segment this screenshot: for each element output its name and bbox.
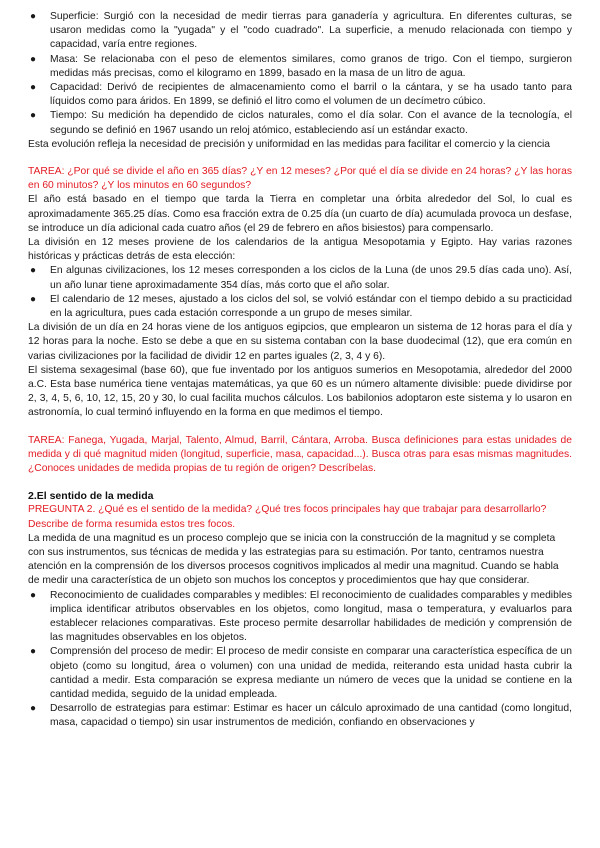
bullet-icon: ● [30,82,37,94]
list-item: ● Capacidad: Derivó de recipientes de almacenamiento como el barril o la cántara, y se ha usado tanto para líquidos como para áridos. En 1899, se definió el litro como el volumen de un decímetro cúbico. [30,82,572,108]
bullet-icon: ● [30,646,37,658]
bullet-icon: ● [30,265,37,277]
list-item: ● Superficie: Surgió con la necesidad de medir tierras para ganadería y agricultura. En diferentes culturas, se usaron medidas como la "yugada" y el "codo cuadrado". La superficie, a menudo relacionada con tiempo y capacidad, varía entre regiones. [30,11,572,51]
bullet-icon: ● [30,110,37,122]
document-page [28,10,572,731]
section-heading: 2.El sentido de la medida [28,490,154,503]
list-item: ● Tiempo: Su medición ha dependido de ciclos naturales, como el día solar. Con el avance de la tecnología, el segundo se definió en 1967 usando un reloj atómico, estableciendo así un estándar exacto. [30,110,572,136]
evolution-paragraph: Esta evolución refleja la necesidad de precisión y uniformidad en las medidas para facilitar el comercio y la ciencia [28,138,550,150]
sexagesimal-paragraph: El sistema sexagesimal (base 60), que fue inventado por los antiguos sumerios en Mesopotamia, alrededor del 2000 a.C. Esta base numérica tiene ventajas matemáticas, ya que 60 es un número altamente divisible: puede dividirse por 2, 3, 4, 5, 6, 10, 12, 15, 20 y 30, lo cual facilita muchos cálculos. Los babilonios adoptaron este sistema y lo usaron en astronomía, lo cual terminó influyendo en la forma en que medimos el tiempo. [28,364,572,419]
list-item: ● Masa: Se relacionaba con el peso de elementos similares, como granos de trigo. Con el tiempo, surgieron medidas más precisas, como el kilogramo en 1899, basado en la masa de un litro de agua. [30,53,572,79]
pregunta-2: PREGUNTA 2. ¿Qué es el sentido de la medida? ¿Qué tres focos principales hay que trabajar para desarrollarlo? Describe de forma resumida estos tres focos. [28,504,547,530]
medida-paragraph: La medida de una magnitud es un proceso complejo que se inicia con la construcción de la magnitud y se completa con sus instrumentos, sus técnicas de medida y las estrategias para su estimación. Por tanto, centramos nuestra atención en la comprensión de los diversos procesos cognitivos implicados al medir una magnitud. Cuando se habla de medir una característica de un objeto son muchos los conceptos y procedimientos que hay que considerar. [28,532,559,587]
focos-list [28,589,572,731]
months-list [28,264,572,321]
bullet-icon: ● [30,293,37,305]
list-item: ● Comprensión del proceso de medir: El proceso de medir consiste en comparar una característica específica de un objeto (como su longitud, área o volumen) con una unidad de medida, reiterando esta unidad hasta cubrir la cantidad a medir. Esta comparación se expresa mediante un número de veces que la unidad se contiene en la cantidad medida, seguido de la unidad empleada. [30,646,572,700]
bullet-icon: ● [30,11,37,22]
list-item: ● Reconocimiento de cualidades comparables y medibles: El reconocimiento de cualidades comparables y medibles implica identificar atributos observables en los objetos, como longitud, masa o temperatura, y evaluarlos para establecer relaciones comparativas. Este proceso permite desarrollar habilidades de medición y comprensión de las magnitudes observables en los objetos. [30,589,572,644]
list-item: ● Desarrollo de estrategias para estimar: Estimar es hacer un cálculo aproximado de una cantidad (como longitud, masa, capacidad o tiempo) sin usar instrumentos de medición, confiando en observaciones y [30,703,572,729]
bullet-icon: ● [30,589,37,601]
tarea-2: TAREA: Fanega, Yugada, Marjal, Talento, Almud, Barril, Cántara, Arroba. Busca definiciones para estas unidades de medida y di qué magnitud miden (longitud, superficie, masa, capacidad...). Busca otras para esas mismas magnitudes. ¿Conoces unidades de medida propias de tu región de origen? Descríbelas. [28,434,572,475]
months-paragraph: La división en 12 meses proviene de los calendarios de la antigua Mesopotamia y Egipto. Hay varias razones históricas y prácticas detrás de esta elección: [28,237,572,263]
hours-paragraph: La división de un día en 24 horas viene de los antiguos egipcios, que emplearon un sistema de 12 horas para el día y 12 horas para la noche. Esto se debe a que en su sistema contaban con la base duodecimal (12), que era común en varias civilizaciones por la facilidad de dividir 12 en partes iguales (2, 3, 4 y 6). [28,322,572,362]
tarea-1: TAREA: ¿Por qué se divide el año en 365 días? ¿Y en 12 meses? ¿Por qué el día se divide en 24 horas? ¿Y las horas en 60 minutos? ¿Y los minutos en 60 segundos? [28,166,572,192]
list-item: ● En algunas civilizaciones, los 12 meses corresponden a los ciclos de la Luna (de unos 29.5 días cada uno). Así, un año lunar tiene aproximadamente 354 días, más corto que el año solar. [30,265,572,291]
list-item: ● El calendario de 12 meses, ajustado a los ciclos del sol, se volvió estándar con el tiempo debido a su practicidad en la agricultura, pues cada estación corresponde a un grupo de meses similar. [30,293,572,320]
bullet-icon: ● [30,53,37,65]
year-paragraph: El año está basado en el tiempo que tarda la Tierra en completar una órbita alrededor del Sol, lo cual es aproximadamente 365.25 días. Como esa fracción extra de 0.25 día (un cuarto de día) acumulada provoca un desfase, se introduce un día adicional cada cuatro años (el 29 de febrero en años bisiestos) para compensarlo. [28,194,572,234]
magnitudes-list [28,10,572,138]
bullet-icon: ● [30,703,37,715]
